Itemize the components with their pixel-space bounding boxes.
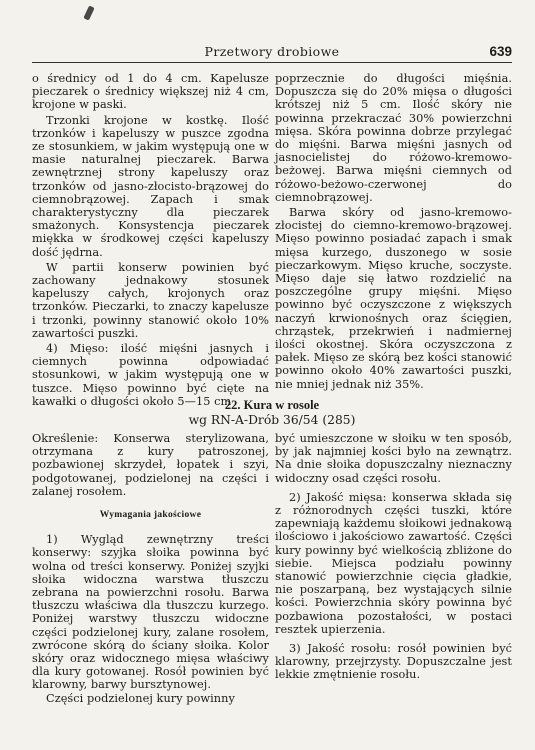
lower-left-column xyxy=(32,432,269,705)
paragraph: Trzonki krojone w kostkę. Ilość trzonków i kapeluszy w puszce zgodna ze stosunkiem, w jakim występują one w masie naturalnej pieczarek. Barwa zewnętrznej strony kapeluszy oraz trzonków od jasno-złocisto-brązowej do ciemnobrązowej. Zapach i smak charakterystyczny dla pieczarek smażonych. Konsystencja pieczarek miękka w środkowej części kapeluszy dość jędrna. xyxy=(32,113,269,259)
running-header xyxy=(32,44,512,63)
section-subtitle: wg RN-A-Drób 36/54 (285) xyxy=(188,413,356,427)
upper-left-column xyxy=(32,72,269,408)
paragraph: być umieszczone w słoiku w ten sposób, by jak najmniej kości było na zewnątrz. Na dnie słoika dopuszczalny nieznaczny widoczny osad części rosołu. xyxy=(275,432,512,485)
subheading: Wymagania jakościowe xyxy=(99,510,202,521)
running-title: Przetwory drobiowe xyxy=(204,44,340,59)
paragraph: 3) Jakość rosołu: rosół powinien być klarowny, przejrzysty. Dopuszczalne jest lekkie zmętnienie rosołu. xyxy=(275,642,512,682)
ink-mark xyxy=(83,5,94,20)
paragraph: Części podzielonej kury powinny xyxy=(46,691,235,705)
paragraph: 1) Wygląd zewnętrzny treści konserwy: szyjka słoika powinna być wolna od treści konserwy. Poniżej szyjki słoika widoczna warstwa tłuszczu zebrana na powierzchni rosołu. Barwa tłuszczu właściwa dla tłuszczu kurzego. Poniżej warstwy tłuszczu widoczne części podzielonej kury, zalane rosołem, zwrócone skórą do ściany słoika. Kolor skóry oraz widocznego mięsa właściwy dla kury gotowanej. Rosół powinien być klarowny, barwy bursztynowej. xyxy=(32,533,269,692)
lower-right-column xyxy=(275,432,512,682)
definition: Określenie: Konserwa sterylizowana, otrzymana z kury patroszonej, pozbawionej skrzydeł, łopatek i szyi, podgotowanej, podzielonej na części i zalanej rosołem. xyxy=(32,432,269,498)
paragraph: o średnicy od 1 do 4 cm. Kapelusze pieczarek o średnicy większej niż 4 cm, krojone w paski. xyxy=(32,72,269,112)
section-title: 22. Kura w rosole xyxy=(224,398,320,412)
page-number: 639 xyxy=(489,44,512,59)
paragraph: 2) Jakość mięsa: konserwa składa się z różnorodnych części tuszki, które zapewniają każdemu słoikowi jednakową ilościowo i jakościowo zawartość. Części kury powinny być wielkością zbliżone do siebie. Miejsca podziału powinny stanowić powierzchnie cięcia gładkie, nie poszarpaną, bez wystających silnie kości. Powierzchnia skóry powinna być pozbawiona pozostałości, w postaci resztek upierzenia. xyxy=(275,490,512,636)
upper-right-column xyxy=(275,72,512,391)
paragraph: poprzecznie do długości mięśnia. Dopuszcza się do 20% mięsa o długości krótszej niż 5 cm. Ilość skóry nie powinna przekraczać 30% powierzchni mięsa. Skóra powinna dobrze przylegać do mięśni. Barwa mięśni jasnych od jasnocielistej do różowo-kremowo-beżowej. Barwa mięśni ciemnych od różowo-beżowo-czerwonej do ciemnobrązowej. xyxy=(275,72,512,204)
paragraph: Barwa skóry od jasno-kremowo-złocistej do ciemno-kremowo-brązowej. Mięso powinno posiadać zapach i smak mięsa kurzego, duszonego w sosie pieczarkowym. Mięso kruche, soczyste. Mięso daje się łatwo rozdzielić na poszczególne grupy mięśni. Mięso powinno być oczyszczone z większych naczyń krwionośnych oraz ścięgien, chrząstek, przekrwień i nadmiernej ilości okostnej. Skóra oczyszczona z pałek. Mięso ze skórą bez kości stanowić powinno około 40% zawartości puszki, nie mniej jednak niż 35%. xyxy=(275,206,512,391)
paragraph: 4) Mięso: ilość mięśni jasnych i ciemnych powinna odpowiadać stosunkowi, w jakim występują one w tuszce. Mięso powinno być cięte na kawałki o długości około 5—15 cm xyxy=(32,342,269,408)
paragraph: W partii konserw powinien być zachowany jednakowy stosunek kapeluszy całych, krojonych oraz trzonków. Pieczarki, to znaczy kapelusze i trzonki, powinny stanowić około 10% zawartości puszki. xyxy=(32,260,269,340)
